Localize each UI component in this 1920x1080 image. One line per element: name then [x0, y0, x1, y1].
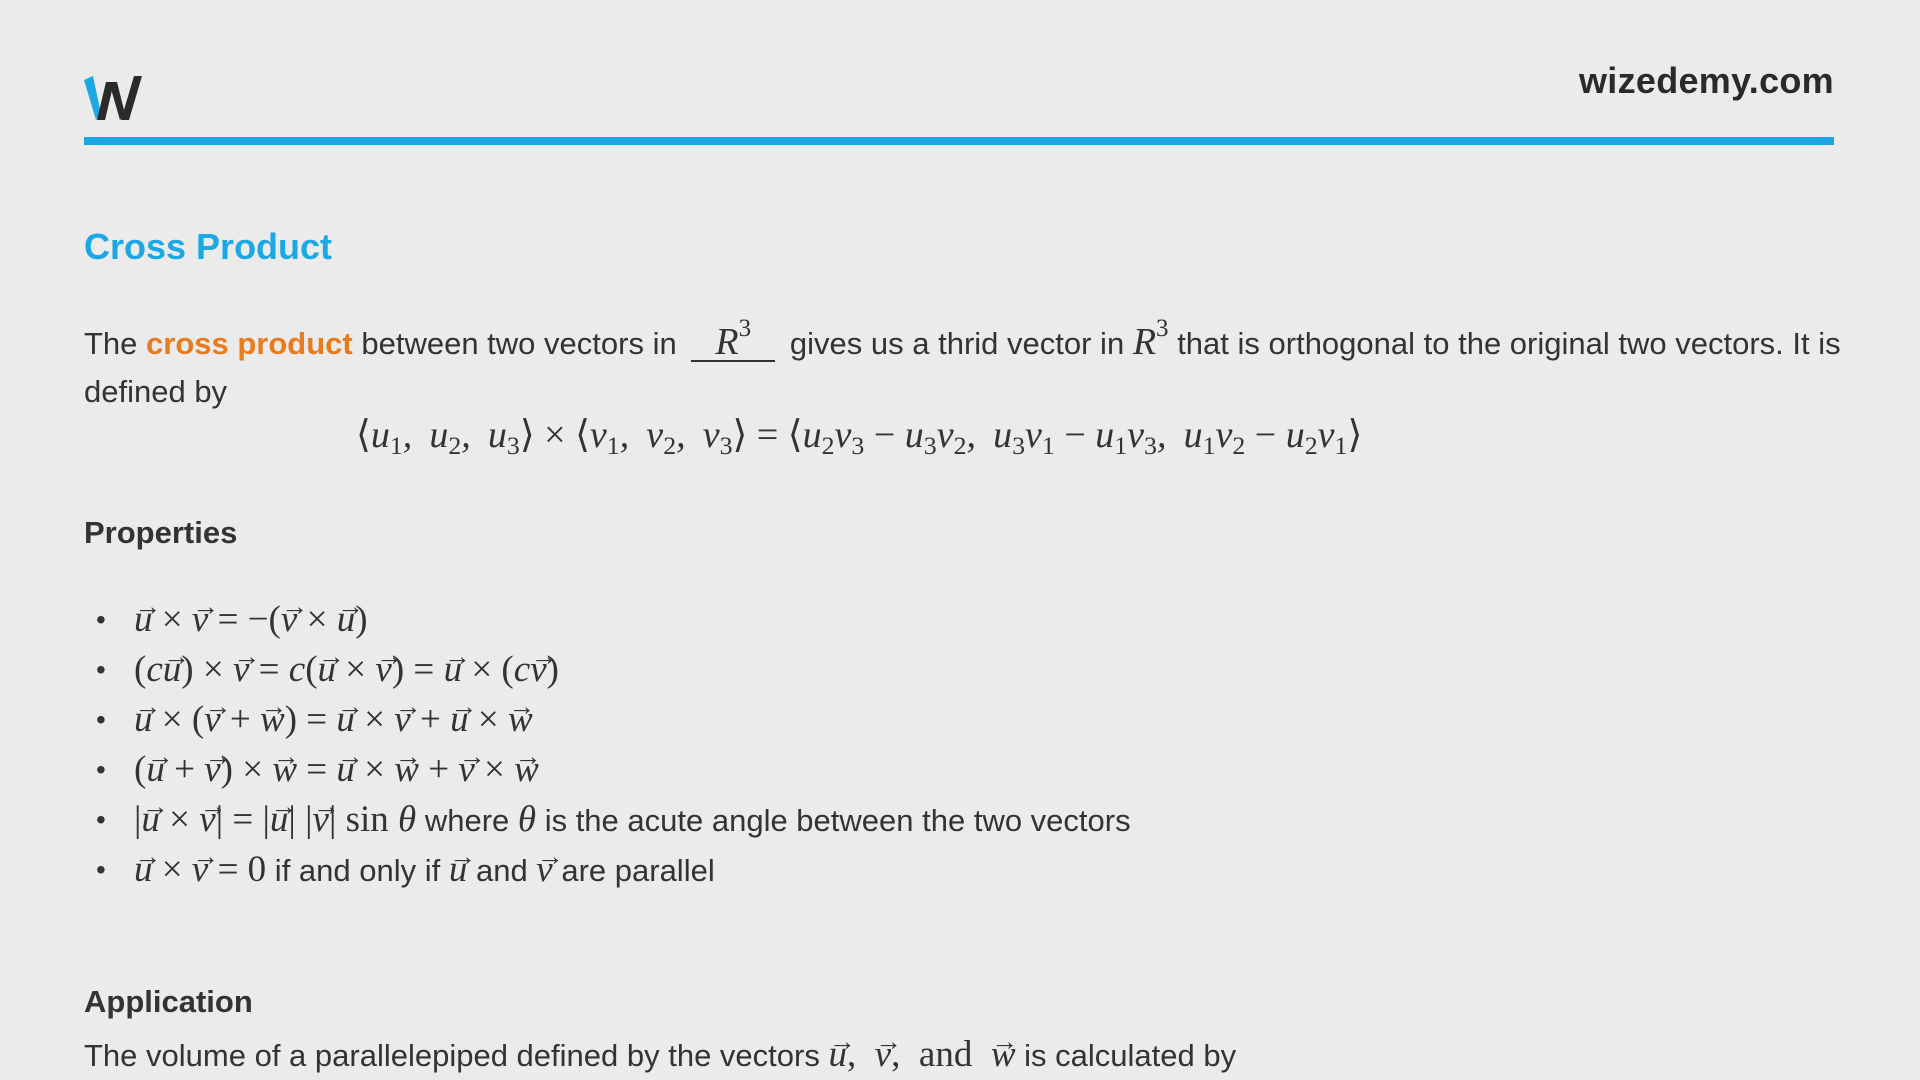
property-text: if and only if	[266, 853, 449, 888]
cross-product-formula: $⟨u_1$, $u_2$, $u_3⟩$ × $⟨v_1$, $v_2$, $v_3⟩$ = $⟨u_2v_3 - u_3v_2$, $u_3v_1 - u_1v_3$, $u_1v_2$ − $u_2v_1⟩$	[356, 414, 1363, 461]
property-anticommutative: • → u × → v = −(→ v × → u)	[84, 595, 1131, 645]
properties-heading: Properties	[84, 515, 238, 550]
cross-product-term: cross product	[146, 326, 353, 361]
intro-text-1: The	[84, 326, 147, 361]
property-text: and	[467, 853, 537, 888]
property-parallel: • → u × → v = 0 if and only if → u and → v are parallel	[84, 845, 1131, 895]
intro-text-3: gives us a thrid vector in	[781, 326, 1133, 361]
header-divider	[84, 137, 1834, 145]
wizedemy-logo-icon[interactable]	[84, 74, 146, 122]
properties-list	[84, 595, 1131, 895]
intro-paragraph	[84, 314, 1864, 416]
application-heading: Application	[84, 984, 253, 1019]
page-title: Cross Product	[84, 226, 333, 267]
application-paragraph: The volume of a parallelepiped defined by the vectors → u, → v, and → w is calculated by	[84, 1032, 1236, 1079]
fill-in-blank-r3: $R^3$	[691, 324, 775, 362]
property-text: where	[416, 803, 518, 838]
intro-text-4: that is orthogonal to the original two vectors. It is defined by	[84, 326, 1841, 409]
intro-text-2: between two vectors in	[352, 326, 686, 361]
site-url[interactable]: wizedemy.com	[1578, 60, 1834, 101]
r3-space: $R^3$	[1132, 314, 1169, 363]
property-scalar-multiplication: • (c→ u) × → v = c(→ u × → v) = → u × (c→ v)	[84, 645, 1131, 695]
application-and: and	[918, 1034, 973, 1075]
property-magnitude: • |→ u × → v| = |→ u| |→ v| sin θ where θ is the acute angle between the two vectors	[84, 795, 1131, 845]
application-text-2: is calculated by	[1015, 1038, 1237, 1073]
property-left-distributive: • → u × (→ v + → w) = → u × → v + → u × → w	[84, 695, 1131, 745]
property-text: is the acute angle between the two vectors	[536, 803, 1131, 838]
property-right-distributive: • (→ u + → v) × → w = → u × → w + → v × → w	[84, 745, 1131, 795]
property-text: are parallel	[552, 853, 715, 888]
application-text-1: The volume of a parallelepiped defined by the vectors	[84, 1038, 829, 1073]
